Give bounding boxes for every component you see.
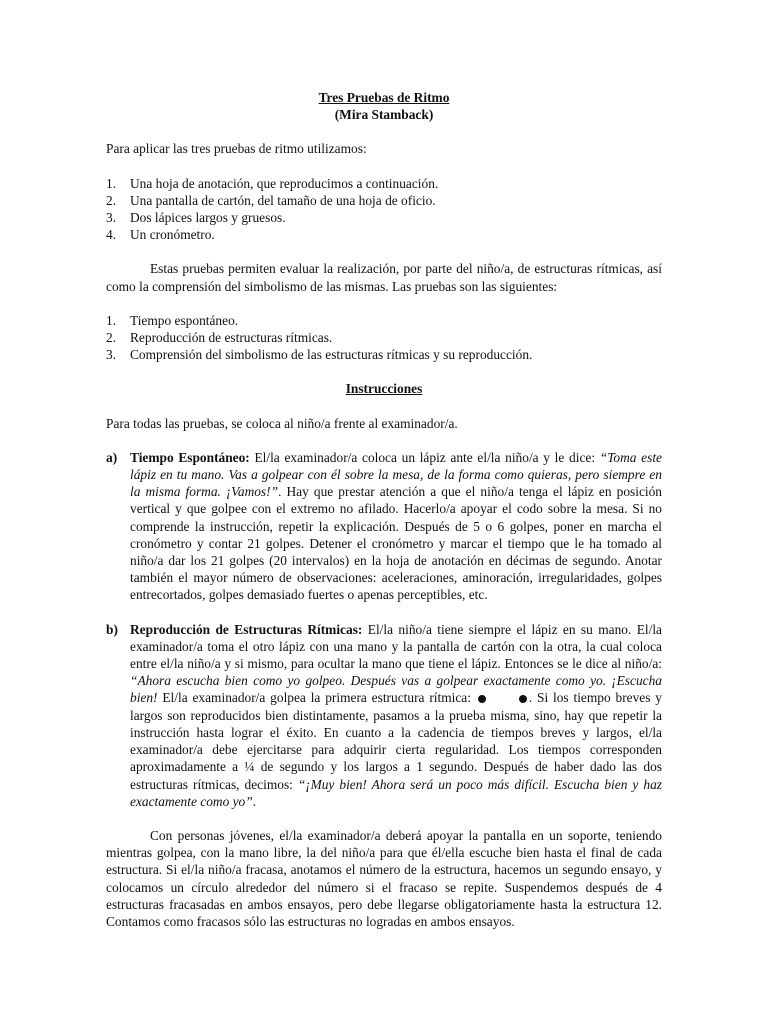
section-a-text2: . Hay que prestar atención a que el niño/a tenga el lápiz en posición vertical y que golpee con el extremo no afilado. Hacerlo/a apoyar el codo sobre la mesa. Si no comprende la instrucción, repetir la explicación. Después de 5 o 6 golpes, poner en marcha el cronómetro y contar 21 golpes. Detener el cronómetro y marcar el tiempo que le ha tomado al niño/a dar los 21 golpes (20 intervalos) en la hoja de anotación en décimas de segundo. Anotar también el mayor número de observaciones: aceleraciones, aminoración, irregularidades, golpes entrecortados, golpes demasiado fuertes o apenas perceptibles, etc. [130, 484, 662, 603]
document-page [106, 89, 662, 930]
list-item: 3. Comprensión del simbolismo de las estructuras rítmicas y su reproducción. [106, 347, 533, 363]
section-a-letter: a) [106, 449, 118, 465]
section-a [106, 449, 662, 604]
section-b-text4: . [252, 793, 257, 809]
rhythm-dot-icon [478, 695, 486, 703]
description-paragraph: Estas pruebas permiten evaluar la realización, por parte del niño/a, de estructuras rítmicas, así como la comprensión del simbolismo de las mismas. Las pruebas son las siguientes: [106, 261, 662, 294]
intro-paragraph: Para aplicar las tres pruebas de ritmo utilizamos: [106, 141, 367, 157]
title-block [106, 89, 662, 123]
section-b-text1: El/la niño/a tiene siempre el lápiz en su mano. El/la examinador/a toma el otro lápiz con una mano y la pantalla de cartón con la otra, la cual coloca entre el/la niño/a y si mismo, para ocultar la mano que tiene el lápiz. Entonces se le dice al niño/a: [130, 621, 662, 672]
page-title: Tres Pruebas de Ritmo [318, 90, 450, 105]
section-a-quote: “Toma este lápiz en tu mano. Vas a golpear con él sobre la mesa, de la forma como quieras, pero siempre en la misma forma. ¡Vamos!” [130, 449, 662, 500]
section-b-text2: El/la examinador/a golpea la primera estructura rítmica: [157, 690, 476, 706]
section-a-text1: El/la examinador/a coloca un lápiz ante el/la niño/a y le dice: [249, 449, 600, 465]
section-b-quote1: “Ahora escucha bien como yo golpeo. Después vas a golpear exactamente como yo. ¡Escucha bien! [130, 673, 662, 706]
section-b-text3: . Si los tiempo breves y largos son reproducidos bien distintamente, pasamos a la prueba misma, sino, hay que repetir la instrucción hasta lograr el éxito. En cuanto a la cadencia de tiempos breves y largos, el/la examinador/a debe ejercitarse para adquirir cierta regularidad. Los tiempos corresponden aproximadamente a ¼ de segundo y los largos a 1 segundo. Después de haber dado las dos estructuras rítmicas, decimos: [130, 690, 662, 792]
closing-paragraph: Con personas jóvenes, el/la examinador/a deberá apoyar la pantalla en un soporte, teniendo mientras golpea, con la mano libre, la del niño/a para que él/ella escuche bien hasta el final de cada estructura. Si el/la niño/a fracasa, anotamos el número de la estructura, hacemos un segundo ensayo, y colocamos un círculo alrededor del número si el fracaso se repite. Suspendemos después de 4 estructuras fracasadas en ambos ensayos, pero debe llegarse obligatoriamente hasta la estructura 12. Contamos como fracasos sólo las estructuras no logradas en ambos ensayos. [106, 827, 662, 929]
instructions-intro: Para todas las pruebas, se coloca al niño/a frente al examinador/a. [106, 415, 458, 431]
section-b [106, 621, 662, 810]
section-b-quote2: “¡Muy bien! Ahora será un poco más difícil. Escucha bien y haz exactamente como yo” [130, 776, 662, 809]
section-b-heading: Reproducción de Estructuras Rítmicas: [130, 621, 363, 637]
instructions-heading: Instrucciones [345, 381, 423, 397]
list-item: 3. Dos lápices largos y gruesos. [106, 210, 286, 226]
tests-list [106, 312, 662, 364]
section-a-heading: Tiempo Espontáneo: [130, 449, 250, 465]
list-item: 1. Una hoja de anotación, que reproducimos a continuación. [106, 175, 439, 191]
list-item: 4. Un cronómetro. [106, 227, 215, 243]
list-item: 2. Reproducción de estructuras rítmicas. [106, 330, 333, 346]
list-item: 1. Tiempo espontáneo. [106, 312, 239, 328]
rhythm-dot-icon [519, 695, 527, 703]
materials-list [106, 175, 662, 244]
page-subtitle: (Mira Stamback) [334, 107, 434, 123]
section-b-letter: b) [106, 621, 118, 637]
list-item: 2. Una pantalla de cartón, del tamaño de una hoja de oficio. [106, 192, 436, 208]
